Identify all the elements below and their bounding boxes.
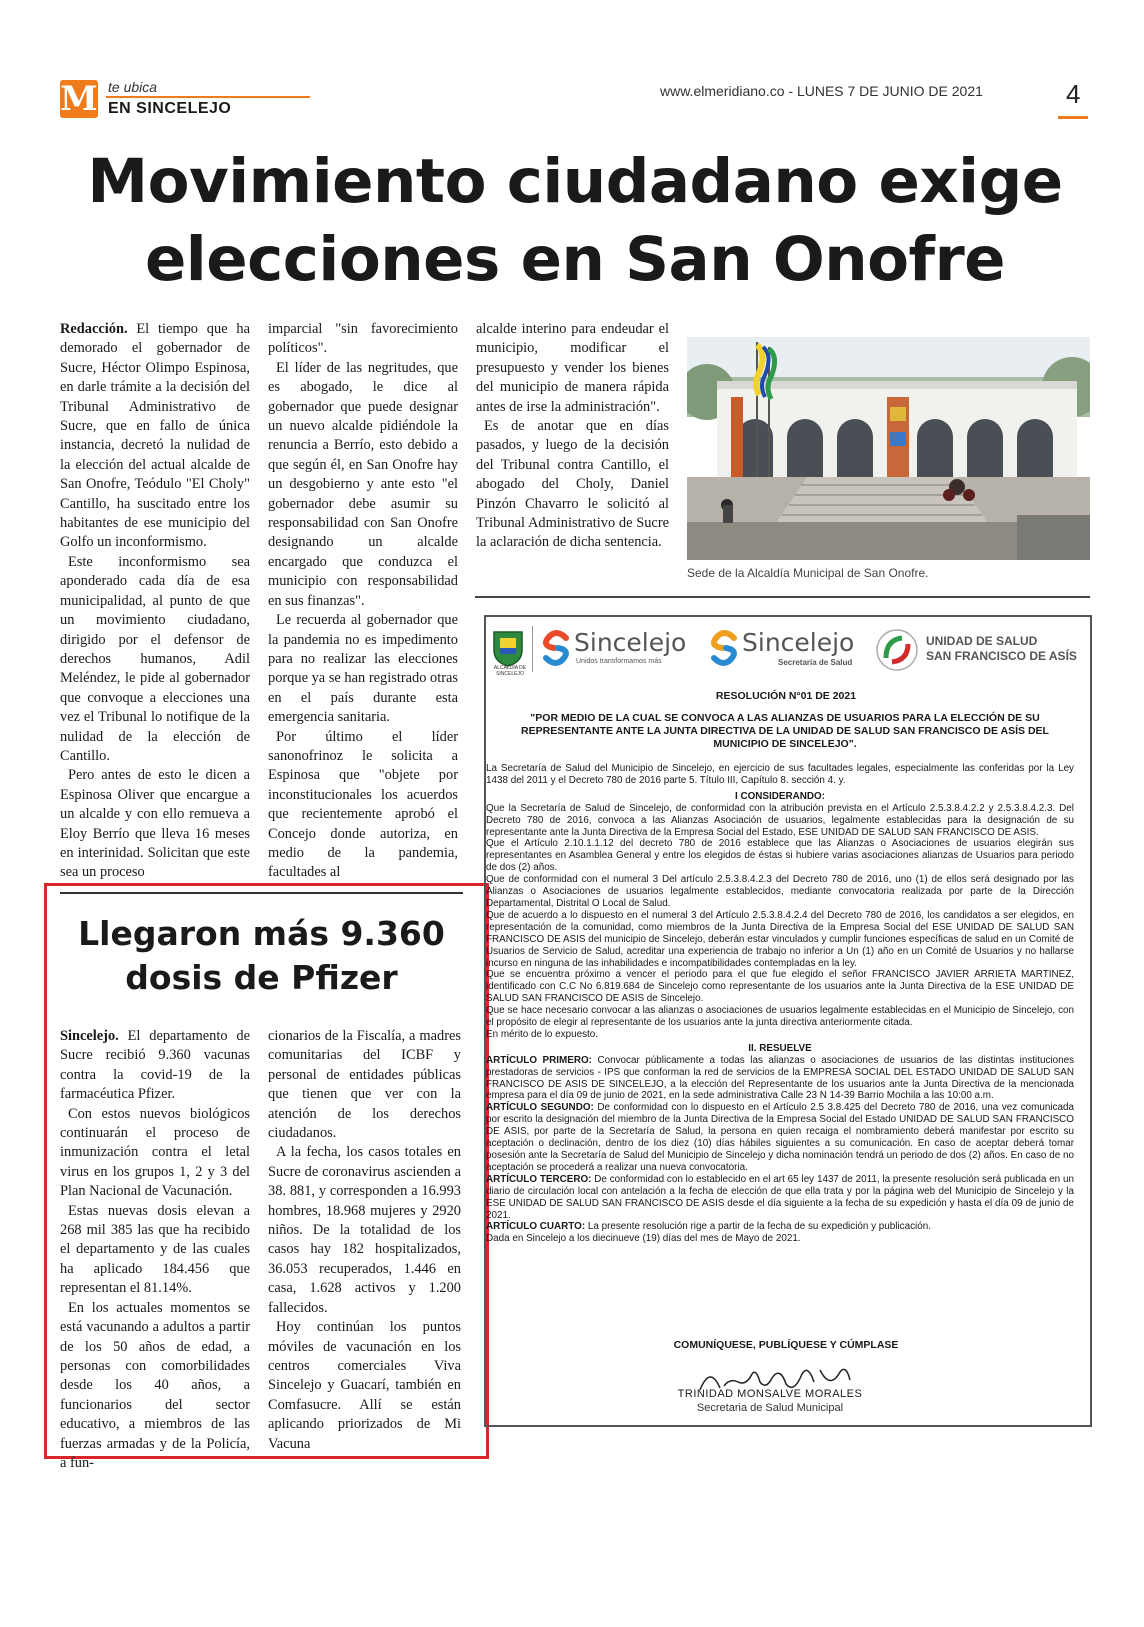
main-headline-line2: elecciones en San Onofre bbox=[144, 224, 1006, 295]
resolution-dated: Dada en Sincelejo a los diecinueve (19) días del mes de Mayo de 2021. bbox=[486, 1233, 801, 1245]
logo3-tagline: Secretaría de Salud bbox=[778, 658, 853, 667]
main-headline bbox=[60, 143, 1090, 299]
paragraph: A la fecha, los casos totales en Sucre de coronavirus ascienden a 38. 881, y corresponden a 16.993 hombres, 18.968 mujeres y 2920 niños. De la totalidad de los casos hay 182 hospitalizados, 36.053 recuperados, 1.446 en casa, 1.628 activos y 1.200 fallecidos. bbox=[268, 1144, 461, 1316]
considerando-item: Que el Artículo 2.10.1.1.12 del decreto 780 de 2016 establece que las Alianzas o Asociaciones de usuarios elegirán sus representantes en Asamblea General y entre los elegidos de éstas si hubiere varias asociaciones alianzas de Usuarios para periodo de dos (2) años. bbox=[486, 838, 1074, 874]
paragraph: Con estos nuevos biológicos continuarán el proceso de inmunización contra el letal virus en los grupos 1, 2 y 3 del Plan Nacional de Vacunación. bbox=[60, 1105, 250, 1200]
resolution-title: RESOLUCIÓN N°01 DE 2021 bbox=[715, 690, 857, 702]
resolution-closing: COMUNÍQUESE, PUBLÍQUESE Y CÚMPLASE bbox=[673, 1339, 899, 1351]
paragraph-text: El departamento de Sucre recibió 9.360 vacunas contra la covid-19 de la farmacéutica Pfizer. bbox=[60, 1028, 250, 1103]
section-kicker: te ubica bbox=[108, 79, 158, 95]
signer-name: TRINIDAD MONSALVE MORALES bbox=[677, 1388, 863, 1400]
paragraph: Hoy continúan los puntos móviles de vacunación en los centros comerciales Viva Sincelejo y Guacarí, también en Comfasucre. Allí se están aplicando priorizados de Mi Vacuna bbox=[268, 1319, 461, 1452]
articulo-text: De conformidad con lo dispuesto en el Artículo 2.5 3.8.425 del Decreto 780 de 2016, una vez comunicada por escrito la designación del miembro de la Junta Directiva de la Empresa Social del Estado UNIDAD DE SALUD SAN FRANCISCO DE ASIS, por parte de la Secretaría de Salud, la persona en quien recaiga el nombramiento deberá manifestar por escrito su aceptación o declinación, dentro de los diez (10) días hábiles siguientes a su comunicación. En caso de aceptar deberá tomar posesión ante la Secretaría de Salud del Municipio de Sincelejo y dicha nominación tendrá un periodo de dos (2) años. En caso de no aceptación se procederá a realizar una nueva convocatoria. bbox=[486, 1102, 1074, 1173]
section-name: EN SINCELEJO bbox=[108, 100, 232, 117]
paragraph bbox=[60, 320, 250, 553]
pfizer-column-1 bbox=[60, 1027, 250, 1473]
sincelejo-swirl-icon bbox=[540, 630, 572, 666]
pfizer-headline-line2: dosis de Pfizer bbox=[125, 958, 398, 997]
pfizer-column-2 bbox=[268, 1027, 461, 1454]
logo-separator bbox=[532, 626, 533, 672]
paragraph bbox=[60, 1027, 250, 1105]
articulo-text: Convocar públicamente a todas las alianzas o asociaciones de usuarios de las distintas instituciones prestadoras de servicios - IPS que conforman la red de servicios de la EMPRESA SOCIAL DEL ESTADO UNIDAD DE SALUD SAN FRANCISCO DE ASIS DE SINCELEJO, a la elección del Representante de los usuarios ante la Junta Directiva de la mencionada empresa para el día 09 de junio de 2021, en la sede administrativa Calle 23 N 14-39 Barrio Mochila a las 10:00 a.m. bbox=[486, 1054, 1075, 1102]
considerando-item: Que se hace necesario convocar a las alianzas o asociaciones de usuarios legalmente establecidas en el Municipio de Sincelejo, con el propósito de elegir al representante de los usuarios ante la junta directiva anteriormente citada. bbox=[486, 1005, 1074, 1029]
paragraph: imparcial "sin favorecimiento políticos". bbox=[268, 321, 458, 357]
main-article-column-3 bbox=[476, 320, 669, 553]
main-headline-line1: Movimiento ciudadano exige bbox=[87, 146, 1063, 217]
logo3-name: Sincelejo bbox=[742, 628, 855, 657]
articulo-label: ARTÍCULO TERCERO: bbox=[486, 1173, 592, 1185]
considerando-item: Que de conformidad con el numeral 3 Del artículo 2.5.3.8.4.2.3 del Decreto 780 de 2016, uno (1) de ellos será designado por las Alianzas o Asociaciones de usuarios legalmente establecidos, mediante convocatoria realizada por parte de la Dirección Departamental, Distrital O Local de Salud. bbox=[486, 874, 1074, 909]
paragraph: cionarios de la Fiscalía, a madres comunitarias del ICBF y personal de entidades públicas que tienen que ver con la atención de los derechos ciudadanos. bbox=[268, 1028, 461, 1142]
pfizer-headline-line1: Llegaron más 9.360 bbox=[78, 914, 445, 953]
town-hall-photo bbox=[687, 337, 1090, 560]
coat-of-arms-icon bbox=[490, 628, 526, 668]
articulo-text: La presente resolución rige a partir de la fecha de su expedición y publicación. bbox=[585, 1221, 931, 1233]
article-lead: Sincelejo. bbox=[60, 1028, 119, 1044]
logo4-line1: UNIDAD DE SALUD bbox=[926, 634, 1038, 648]
considerando-item: En mérito de lo expuesto. bbox=[486, 1028, 598, 1040]
articulo bbox=[486, 1174, 1074, 1222]
paragraph: Por último el líder sanonofrinoz le solicita a Espinosa que "objete por inconstitucionales los acuerdos que recientemente aprobó el Concejo donde autoriza, en medio de la pandemia, facultades al bbox=[268, 728, 458, 881]
considerando-item: Que se encuentra próximo a vencer el periodo para el que fue elegido el señor FRANCISCO JAVIER ARRIETA MARTINEZ, identificado con C.C No 6.819.684 de Sincelejo como representante de los usuarios ante la Junta Directiva de la ESE UNIDAD DE SALUD SAN FRANCISCO DE ASIS de Sincelejo. bbox=[486, 969, 1074, 1005]
considerando-heading: I CONSIDERANDO: bbox=[735, 790, 825, 802]
articulo bbox=[486, 1055, 1074, 1103]
resuelve-heading: II. RESUELVE bbox=[748, 1042, 812, 1054]
resolution-intro: La Secretaría de Salud del Municipio de Sincelejo, en ejercicio de sus facultades legales, especialmente las conferidas por la Ley 1438 del 2011 y el Decreto 780 de 2016 parte 5. Título III, Capítulo 8. sección 4. y. bbox=[486, 763, 1074, 786]
resolution-logos bbox=[490, 622, 1084, 678]
paragraph: Estas nuevas dosis elevan a 268 mil 385 las que ha recibido el departamento y de las cuales ha aplicado 184.456 que representan el 81.14%. bbox=[60, 1202, 250, 1297]
unidad-salud-icon bbox=[874, 628, 920, 672]
articulo-label: ARTÍCULO CUARTO: bbox=[486, 1221, 586, 1233]
articulo-label: ARTÍCULO PRIMERO: bbox=[486, 1054, 592, 1066]
paragraph-text: El tiempo que ha demorado el gobernador de Sucre, Héctor Olimpo Espinosa, en darle trámite a la decisión del Tribunal Administrativo de Sucre, que en fallo de única instancia, decretó la nulidad de la elección del actual alcalde de San Onofre, Teódulo "El Choly" Cantillo, ha suscitado entre los habitantes de ese municipio del Golfo un inconformismo. bbox=[60, 321, 250, 551]
logo4-line2: SAN FRANCISCO DE ASÍS bbox=[926, 649, 1077, 663]
logo2-name: Sincelejo bbox=[574, 628, 687, 657]
paragraph: alcalde interino para endeudar el municipio, modificar el presupuesto y vender los bienes del municipio de manera rápida antes de irse la administración". bbox=[476, 321, 669, 415]
photo-caption: Sede de la Alcaldía Municipal de San Onofre. bbox=[687, 566, 929, 580]
resolution-body bbox=[486, 763, 1074, 1245]
dateline: www.elmeridiano.co - LUNES 7 DE JUNIO DE 2021 bbox=[660, 83, 983, 99]
section-divider bbox=[475, 596, 1090, 598]
article-lead: Redacción. bbox=[60, 321, 128, 337]
logo2-tagline: Unidos transformamos más bbox=[576, 658, 662, 665]
articulo-text: De conformidad con lo establecido en el art 65 ley 1437 de 2011, la presente resolución será publicada en un diario de circulación local con antelación a la fecha de elección de que ella trata y por la página web del Municipio de Sincelejo y la ESE UNIDAD DE SALUD SAN FRANCISCO DE ASIS desde el día siguiente a la fecha de su expedición y hasta el día 09 de junio de 2021. bbox=[486, 1173, 1074, 1221]
articulo bbox=[486, 1102, 1074, 1173]
secretaria-swirl-icon bbox=[708, 630, 740, 666]
paragraph: Este inconformismo sea aponderado cada día de esa municipalidad, al punto de que un movimiento ciudadano, dirigido por el defensor de derechos humanos, Adil Meléndez, le pide al gobernador que convoque a elecciones una vez el Tribunal lo notifique de la nulidad de la elección de Cantillo. bbox=[60, 553, 250, 764]
paragraph: Pero antes de esto le dicen a Espinosa Oliver que encargue a un alcalde y con ello remueva a Eloy Berrío que lleva 16 meses en interinidad. Solicitan que este sea un proceso bbox=[60, 767, 250, 881]
resolution-subtitle: "POR MEDIO DE LA CUAL SE CONVOCA A LAS ALIANZAS DE USUARIOS PARA LA ELECCIÓN DE SU REPRESENTANTE ANTE LA JUNTA DIRECTIVA DE LA UNIDAD DE SALUD SAN FRANCISCO DE ASÍS DEL MUNICIPIO DE SINCELEJO". bbox=[521, 712, 1049, 750]
newspaper-logo: M bbox=[60, 79, 98, 119]
considerando-item: Que de acuerdo a lo dispuesto en el numeral 3 del Artículo 2.5.3.8.4.2.4 del Decreto 780 de 2016, los candidatos a ser elegidos, en representación de la comunidad, como miembros de la Junta Directiva de la Empresa Social del ESE UNIDAD DE SALUD SAN FRANCISCO DE ASIS del municipio de Sincelejo, deberán estar vinculados y cumplir funciones específicas de salud en un Comité de Usuarios de Servicio de Salud, acreditar una experiencia de trabajo no inferior a Un (1) año en un Comité de Usuarios y no hallarse incurso en ninguna de las inhabilidades e incompatibilidades contempladas en la ley. bbox=[486, 909, 1074, 969]
main-article-column-1 bbox=[60, 320, 250, 883]
paragraph: Es de anotar que en días pasados, y luego de la decisión del Tribunal contra Cantillo, el abogado del Choly, Daniel Pinzón Chavarro le solicitó al Tribunal Administrativo de Sucre la aclaración de dicha sentencia. bbox=[476, 418, 669, 551]
paragraph: Le recuerda al gobernador que la pandemia no es impedimento para no realizar las elecciones porque ya se han registrado otras en el país durante esta emergencia sanitaria. bbox=[268, 612, 458, 726]
page-number: 4 bbox=[1066, 79, 1081, 109]
articulo-label: ARTÍCULO SEGUNDO: bbox=[486, 1102, 594, 1114]
page-number-underline bbox=[1058, 116, 1088, 119]
section-underline bbox=[106, 96, 310, 98]
paragraph: En los actuales momentos se está vacunando a adultos a partir de los 50 años de edad, a personas con comorbilidades desde los 40 años, a funcionarios del sector educativo, a miembros de las fuerzas armadas y de la Policía, a fun- bbox=[60, 1299, 250, 1471]
signer-role: Secretaria de Salud Municipal bbox=[696, 1402, 844, 1414]
considerando-item: Que la Secretaría de Salud de Sincelejo, de conformidad con la atribución prevista en el Artículo 2.5.3.8.4.2.2 y 2.5.3.8.4.2.3. Del Decreto 780 de 2016, convoca a las Alianzas Asociación de usuarios, legalmente establecidas para la designación de su representante ante la Junta Directiva de la Empresa Social del Estado, ESE UNIDAD DE SALUD SAN FRANCISCO DE ASIS. bbox=[486, 802, 1074, 838]
main-article-column-2 bbox=[268, 320, 458, 883]
pfizer-headline bbox=[60, 912, 463, 1000]
logo1-caption: ALCALDÍA DE SINCELEJO bbox=[493, 665, 527, 677]
pfizer-top-rule bbox=[60, 892, 463, 894]
paragraph: El líder de las negritudes, que es abogado, le dice al gobernador que puede designar un nuevo alcalde pidiéndole la renuncia a Berrío, esto debido a que según él, en San Onofre hay un desgobierno y ante esto "el gobernador debe asumir su responsabilidad con San Onofre designando un alcalde encargado que conduzca el municipio con responsabilidad en sus finanzas". bbox=[268, 359, 458, 609]
articulo bbox=[486, 1221, 1074, 1233]
